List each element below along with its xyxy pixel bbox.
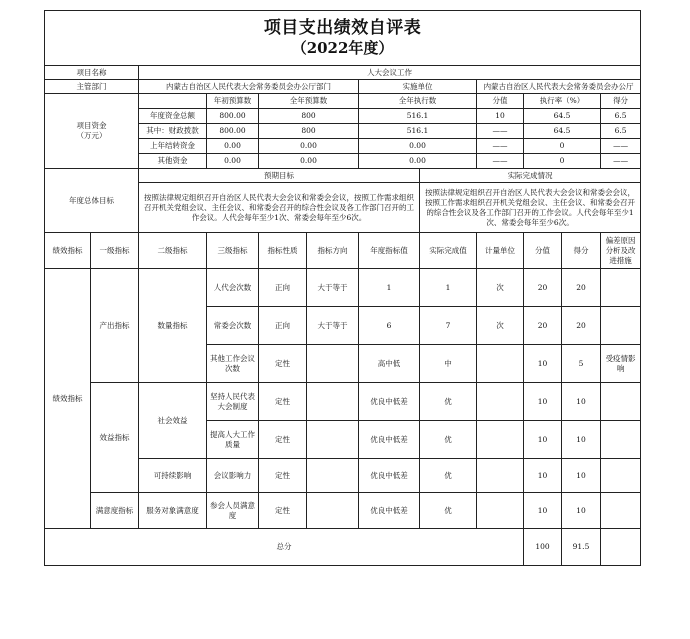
perf-actual: 优 bbox=[420, 421, 477, 459]
page-title: 项目支出绩效自评表 bbox=[263, 18, 422, 38]
perf-actual: 1 bbox=[420, 269, 477, 307]
perf-unit bbox=[477, 493, 524, 529]
funds-annual: 0.00 bbox=[259, 139, 359, 154]
perf-header: 二级指标 bbox=[139, 233, 207, 269]
perf-l3: 坚持人民代表大会制度 bbox=[207, 383, 259, 421]
perf-score-value: 10 bbox=[524, 421, 562, 459]
project-name-value: 人大会议工作 bbox=[139, 66, 641, 80]
total-score-value: 100 bbox=[524, 529, 562, 566]
perf-nature: 定性 bbox=[259, 383, 307, 421]
title-row bbox=[45, 11, 641, 66]
perf-unit bbox=[477, 421, 524, 459]
perf-header: 指标性质 bbox=[259, 233, 307, 269]
funds-initial: 0.00 bbox=[207, 139, 259, 154]
total-note bbox=[601, 529, 641, 566]
impl-label: 实施单位 bbox=[359, 80, 477, 94]
funds-header: 执行率（%） bbox=[524, 94, 601, 109]
total-label: 总分 bbox=[45, 529, 524, 566]
funds-executed: 0.00 bbox=[359, 154, 477, 169]
evaluation-table bbox=[44, 10, 641, 566]
funds-score-value: 10 bbox=[477, 109, 524, 124]
funds-label: 项目资金 （万元） bbox=[45, 94, 139, 169]
perf-unit bbox=[477, 383, 524, 421]
funds-row-name: 上年结转资金 bbox=[139, 139, 207, 154]
perf-target: 优良中低差 bbox=[359, 383, 420, 421]
perf-unit bbox=[477, 459, 524, 493]
perf-header: 一级指标 bbox=[91, 233, 139, 269]
perf-header: 三级指标 bbox=[207, 233, 259, 269]
dept-row bbox=[45, 80, 641, 94]
funds-score: 6.5 bbox=[601, 124, 641, 139]
funds-annual: 800 bbox=[259, 109, 359, 124]
perf-unit bbox=[477, 345, 524, 383]
funds-header-blank bbox=[139, 94, 207, 109]
goal-actual-label: 实际完成情况 bbox=[420, 169, 641, 183]
total-row bbox=[45, 529, 641, 566]
perf-nature: 定性 bbox=[259, 459, 307, 493]
perf-header-row bbox=[45, 233, 641, 269]
project-row bbox=[45, 66, 641, 80]
perf-l2-social: 社会效益 bbox=[139, 383, 207, 459]
perf-l1-satisfaction: 满意度指标 bbox=[91, 493, 139, 529]
impl-value: 内蒙古自治区人民代表大会常务委员会办公厅 bbox=[477, 80, 641, 94]
goal-header-row bbox=[45, 169, 641, 183]
perf-direction bbox=[307, 383, 359, 421]
title-cell bbox=[45, 11, 641, 66]
funds-header: 全年执行数 bbox=[359, 94, 477, 109]
funds-initial: 800.00 bbox=[207, 109, 259, 124]
perf-nature: 正向 bbox=[259, 307, 307, 345]
perf-header: 偏差原因分析及改进措施 bbox=[601, 233, 641, 269]
funds-score-value: —— bbox=[477, 154, 524, 169]
goal-label: 年度总体目标 bbox=[45, 169, 139, 233]
perf-row bbox=[45, 493, 641, 529]
perf-actual: 优 bbox=[420, 459, 477, 493]
perf-header: 指标方向 bbox=[307, 233, 359, 269]
perf-l3: 参会人员满意度 bbox=[207, 493, 259, 529]
perf-row bbox=[45, 269, 641, 307]
perf-score: 5 bbox=[562, 345, 601, 383]
perf-l3: 其他工作会议次数 bbox=[207, 345, 259, 383]
perf-nature: 正向 bbox=[259, 269, 307, 307]
funds-annual: 800 bbox=[259, 124, 359, 139]
perf-target: 1 bbox=[359, 269, 420, 307]
perf-score-value: 20 bbox=[524, 269, 562, 307]
perf-note bbox=[601, 269, 641, 307]
perf-target: 6 bbox=[359, 307, 420, 345]
perf-l2-quantity: 数量指标 bbox=[139, 269, 207, 383]
perf-nature: 定性 bbox=[259, 493, 307, 529]
funds-row-name: 其他资金 bbox=[139, 154, 207, 169]
perf-l2-service: 服务对象满意度 bbox=[139, 493, 207, 529]
perf-direction bbox=[307, 345, 359, 383]
perf-l3: 会议影响力 bbox=[207, 459, 259, 493]
dept-value: 内蒙古自治区人民代表大会常务委员会办公厅部门 bbox=[139, 80, 359, 94]
funds-row-name: 其中：财政拨款 bbox=[139, 124, 207, 139]
funds-row-name: 年度资金总额 bbox=[139, 109, 207, 124]
perf-target: 优良中低差 bbox=[359, 421, 420, 459]
perf-note bbox=[601, 383, 641, 421]
perf-direction bbox=[307, 459, 359, 493]
perf-score: 10 bbox=[562, 459, 601, 493]
perf-direction: 大于等于 bbox=[307, 307, 359, 345]
perf-score: 20 bbox=[562, 269, 601, 307]
perf-note bbox=[601, 459, 641, 493]
perf-nature: 定性 bbox=[259, 421, 307, 459]
perf-score: 20 bbox=[562, 307, 601, 345]
perf-actual: 优 bbox=[420, 383, 477, 421]
perf-actual: 优 bbox=[420, 493, 477, 529]
perf-row bbox=[45, 383, 641, 421]
perf-actual: 7 bbox=[420, 307, 477, 345]
perf-score: 10 bbox=[562, 493, 601, 529]
perf-unit: 次 bbox=[477, 269, 524, 307]
perf-label: 绩效指标 bbox=[45, 269, 91, 529]
funds-header: 全年预算数 bbox=[259, 94, 359, 109]
funds-header-row bbox=[45, 94, 641, 109]
perf-direction bbox=[307, 493, 359, 529]
funds-header: 得分 bbox=[601, 94, 641, 109]
dept-label: 主管部门 bbox=[45, 80, 139, 94]
funds-executed: 0.00 bbox=[359, 139, 477, 154]
perf-note bbox=[601, 307, 641, 345]
page-subtitle: （2022年度） bbox=[291, 39, 394, 57]
perf-header: 实际完成值 bbox=[420, 233, 477, 269]
funds-score-value: —— bbox=[477, 124, 524, 139]
funds-score: —— bbox=[601, 139, 641, 154]
perf-note: 受疫情影响 bbox=[601, 345, 641, 383]
perf-target: 优良中低差 bbox=[359, 459, 420, 493]
funds-score-value: —— bbox=[477, 139, 524, 154]
perf-actual: 中 bbox=[420, 345, 477, 383]
perf-score-value: 10 bbox=[524, 493, 562, 529]
perf-note bbox=[601, 421, 641, 459]
funds-header: 分值 bbox=[477, 94, 524, 109]
funds-executed: 516.1 bbox=[359, 124, 477, 139]
perf-direction: 大于等于 bbox=[307, 269, 359, 307]
perf-l3: 人代会次数 bbox=[207, 269, 259, 307]
perf-header: 分值 bbox=[524, 233, 562, 269]
perf-score-value: 10 bbox=[524, 459, 562, 493]
perf-note bbox=[601, 493, 641, 529]
perf-score: 10 bbox=[562, 421, 601, 459]
funds-header: 年初预算数 bbox=[207, 94, 259, 109]
perf-l2-sustain: 可持续影响 bbox=[139, 459, 207, 493]
perf-l1-output: 产出指标 bbox=[91, 269, 139, 383]
perf-header: 绩效指标 bbox=[45, 233, 91, 269]
perf-header: 计量单位 bbox=[477, 233, 524, 269]
perf-header: 得分 bbox=[562, 233, 601, 269]
perf-score-value: 10 bbox=[524, 345, 562, 383]
funds-rate: 64.5 bbox=[524, 109, 601, 124]
perf-direction bbox=[307, 421, 359, 459]
perf-nature: 定性 bbox=[259, 345, 307, 383]
perf-score-value: 10 bbox=[524, 383, 562, 421]
perf-target: 高中低 bbox=[359, 345, 420, 383]
funds-score: 6.5 bbox=[601, 109, 641, 124]
funds-score: —— bbox=[601, 154, 641, 169]
perf-score-value: 20 bbox=[524, 307, 562, 345]
evaluation-form bbox=[44, 10, 640, 585]
funds-initial: 0.00 bbox=[207, 154, 259, 169]
funds-rate: 0 bbox=[524, 154, 601, 169]
perf-header: 年度指标值 bbox=[359, 233, 420, 269]
funds-annual: 0.00 bbox=[259, 154, 359, 169]
perf-l3: 常委会次数 bbox=[207, 307, 259, 345]
project-name-label: 项目名称 bbox=[45, 66, 139, 80]
funds-executed: 516.1 bbox=[359, 109, 477, 124]
perf-l1-benefit: 效益指标 bbox=[91, 383, 139, 493]
perf-target: 优良中低差 bbox=[359, 493, 420, 529]
perf-unit: 次 bbox=[477, 307, 524, 345]
funds-initial: 800.00 bbox=[207, 124, 259, 139]
funds-rate: 64.5 bbox=[524, 124, 601, 139]
perf-score: 10 bbox=[562, 383, 601, 421]
goal-actual-text: 按照法律规定组织召开自治区人民代表大会会议和常委会会议，按照工作需求组织召开机关党组会议、主任会议、和常委会召开的综合性会议及各工作部门召开的工作会议。人代会每年至少1次、常委会每年至少6次。 bbox=[420, 183, 641, 233]
perf-l3: 提高人大工作质量 bbox=[207, 421, 259, 459]
goal-planned-label: 预期目标 bbox=[139, 169, 420, 183]
total-score: 91.5 bbox=[562, 529, 601, 566]
goal-planned-text: 按照法律规定组织召开自治区人民代表大会会议和常委会会议，按照工作需求组织召开机关党组会议、主任会议、和常委会召开的综合性会议及各工作部门召开的工作会议。人代会每年至少1次、常委会每年至少6次。 bbox=[139, 183, 420, 233]
funds-rate: 0 bbox=[524, 139, 601, 154]
